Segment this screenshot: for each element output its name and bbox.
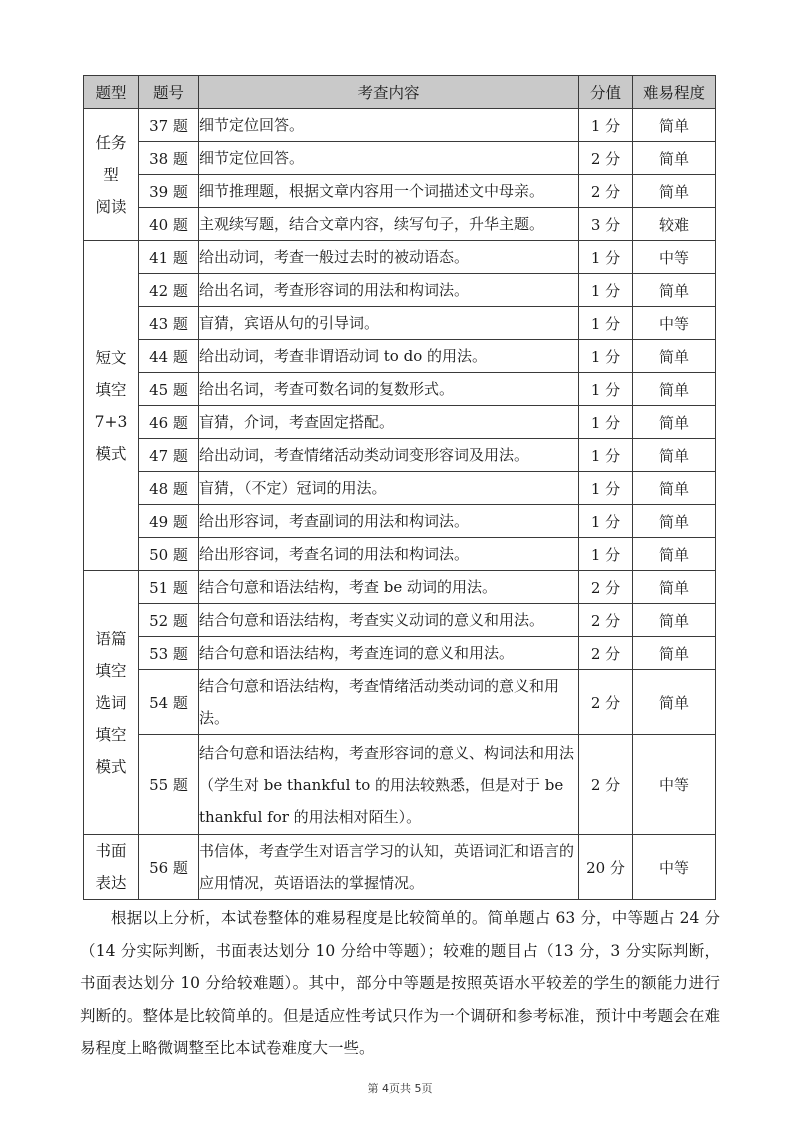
header-difficulty: 难易程度 [633,76,716,109]
score-cell: 1 分 [579,439,633,472]
question-number-cell: 40 题 [139,208,199,241]
difficulty-cell: 简单 [633,175,716,208]
difficulty-cell: 简单 [633,340,716,373]
table-body [84,109,716,900]
question-number-cell: 56 题 [139,835,199,900]
table-row [84,208,716,241]
question-number-cell: 42 题 [139,274,199,307]
table-row [84,735,716,835]
difficulty-cell: 简单 [633,472,716,505]
score-cell: 1 分 [579,538,633,571]
score-cell: 2 分 [579,571,633,604]
question-number-cell: 39 题 [139,175,199,208]
content-cell: 盲猜，（不定）冠词的用法。 [199,472,579,505]
table-row [84,109,716,142]
difficulty-cell: 简单 [633,439,716,472]
table-row [84,274,716,307]
score-cell: 1 分 [579,406,633,439]
content-cell: 书信体，考查学生对语言学习的认知，英语词汇和语言的应用情况，英语语法的掌握情况。 [199,835,579,900]
table-row [84,142,716,175]
table-row [84,637,716,670]
content-cell: 给出动词，考查一般过去时的被动语态。 [199,241,579,274]
summary-paragraph: 根据以上分析，本试卷整体的难易程度是比较简单的。简单题占 63 分，中等题占 24 分（14 分实际判断，书面表达划分 10 分给中等题）；较难的题目占（13 分，3 分实际判断，书面表达划分 10 分给较难题）。其中，部分中等题是按照英语水平较差的学生的额能力进行判断的。整体是比较简单的。但是适应性考试只作为一个调研和参考标准，预计中考题会在难易程度上略微调整至比本试卷难度大一些。 [80,909,720,1057]
score-cell: 3 分 [579,208,633,241]
score-cell: 1 分 [579,505,633,538]
content-cell: 细节定位回答。 [199,142,579,175]
table-row [84,406,716,439]
content-cell: 给出形容词，考查副词的用法和构词法。 [199,505,579,538]
content-cell: 细节定位回答。 [199,109,579,142]
table-row [84,175,716,208]
difficulty-cell: 简单 [633,637,716,670]
content-cell: 结合句意和语法结构，考查 be 动词的用法。 [199,571,579,604]
question-number-cell: 50 题 [139,538,199,571]
score-cell: 2 分 [579,175,633,208]
question-number-cell: 51 题 [139,571,199,604]
score-cell: 1 分 [579,274,633,307]
question-number-cell: 55 题 [139,735,199,835]
content-cell: 盲猜，宾语从句的引导词。 [199,307,579,340]
question-number-cell: 45 题 [139,373,199,406]
question-number-cell: 54 题 [139,670,199,735]
question-number-cell: 46 题 [139,406,199,439]
table-row [84,670,716,735]
page-footer: 第 4页共 5页 [367,1082,433,1095]
score-cell: 1 分 [579,472,633,505]
difficulty-cell: 简单 [633,604,716,637]
table-row [84,604,716,637]
question-type-cell: 书面 表达 [84,835,139,900]
header-type: 题型 [84,76,139,109]
content-cell: 主观续写题，结合文章内容，续写句子，升华主题。 [199,208,579,241]
content-cell: 结合句意和语法结构，考查连词的意义和用法。 [199,637,579,670]
difficulty-cell: 中等 [633,307,716,340]
difficulty-cell: 简单 [633,274,716,307]
difficulty-cell: 中等 [633,835,716,900]
header-number: 题号 [139,76,199,109]
score-cell: 2 分 [579,142,633,175]
question-number-cell: 53 题 [139,637,199,670]
difficulty-cell: 简单 [633,505,716,538]
table-row [84,373,716,406]
content-cell: 盲猜，介词，考查固定搭配。 [199,406,579,439]
difficulty-cell: 中等 [633,241,716,274]
question-type-cell: 任务 型 阅读 [84,109,139,241]
difficulty-cell: 简单 [633,142,716,175]
score-cell: 1 分 [579,307,633,340]
difficulty-cell: 简单 [633,571,716,604]
table-row [84,439,716,472]
content-cell: 给出形容词，考查名词的用法和构词法。 [199,538,579,571]
question-type-cell: 短文 填空 7+3 模式 [84,241,139,571]
difficulty-cell: 简单 [633,538,716,571]
table-row [84,307,716,340]
content-cell: 细节推理题，根据文章内容用一个词描述文中母亲。 [199,175,579,208]
table-row [84,571,716,604]
score-cell: 1 分 [579,340,633,373]
table-header-row [84,76,716,109]
question-number-cell: 47 题 [139,439,199,472]
table-row [84,835,716,900]
score-cell: 20 分 [579,835,633,900]
content-cell: 给出名词，考查可数名词的复数形式。 [199,373,579,406]
question-number-cell: 41 题 [139,241,199,274]
question-number-cell: 48 题 [139,472,199,505]
score-cell: 2 分 [579,604,633,637]
content-cell: 给出动词，考查非谓语动词 to do 的用法。 [199,340,579,373]
difficulty-cell: 较难 [633,208,716,241]
question-number-cell: 43 题 [139,307,199,340]
question-number-cell: 49 题 [139,505,199,538]
question-number-cell: 38 题 [139,142,199,175]
content-cell: 结合句意和语法结构，考查情绪活动类动词的意义和用法。 [199,670,579,735]
content-cell: 结合句意和语法结构，考查形容词的意义、构词法和用法（学生对 be thankful to 的用法较熟悉，但是对于 be thankful for 的用法相对陌生）。 [199,735,579,835]
difficulty-cell: 简单 [633,406,716,439]
question-number-cell: 52 题 [139,604,199,637]
content-cell: 给出名词，考查形容词的用法和构词法。 [199,274,579,307]
question-analysis-table [83,75,716,900]
header-score: 分值 [579,76,633,109]
score-cell: 1 分 [579,241,633,274]
score-cell: 1 分 [579,109,633,142]
score-cell: 2 分 [579,637,633,670]
difficulty-cell: 简单 [633,109,716,142]
question-type-cell: 语篇 填空 选词 填空 模式 [84,571,139,835]
table-row [84,538,716,571]
difficulty-cell: 中等 [633,735,716,835]
table-row [84,505,716,538]
question-number-cell: 37 题 [139,109,199,142]
header-content: 考查内容 [199,76,579,109]
difficulty-cell: 简单 [633,670,716,735]
table-row [84,241,716,274]
content-cell: 给出动词，考查情绪活动类动词变形容词及用法。 [199,439,579,472]
table-row [84,472,716,505]
table-row [84,340,716,373]
score-cell: 2 分 [579,670,633,735]
score-cell: 2 分 [579,735,633,835]
question-number-cell: 44 题 [139,340,199,373]
difficulty-cell: 简单 [633,373,716,406]
score-cell: 1 分 [579,373,633,406]
content-cell: 结合句意和语法结构，考查实义动词的意义和用法。 [199,604,579,637]
